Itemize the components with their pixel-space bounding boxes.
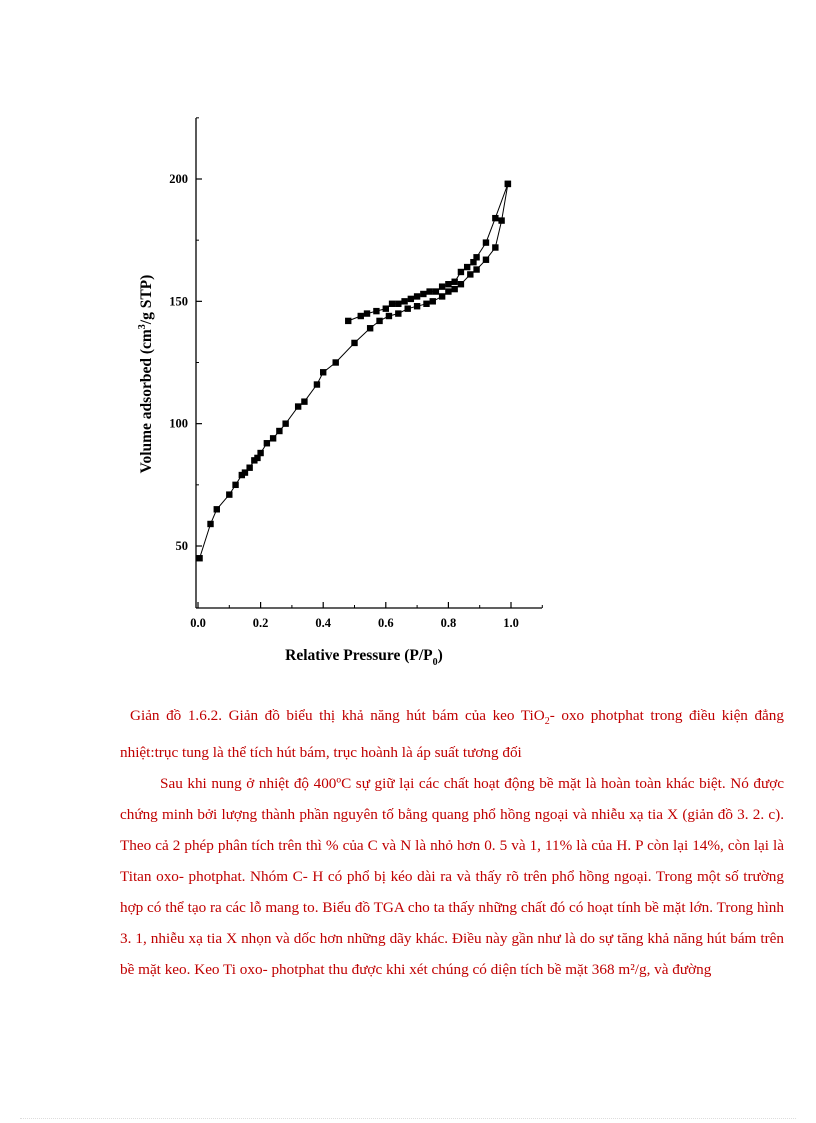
desorption-point [364,310,370,316]
desorption-point [470,259,476,265]
x-tick-label: 1.0 [503,616,519,630]
desorption-point [383,305,389,311]
adsorption-point [320,369,326,375]
adsorption-point [439,293,445,299]
adsorption-point [264,440,270,446]
page-bottom-rule [20,1118,796,1119]
desorption-point [445,281,451,287]
adsorption-point [405,305,411,311]
adsorption-point [367,325,373,331]
x-tick-label: 0.6 [377,616,394,630]
desorption-point [395,301,401,307]
adsorption-point [282,420,288,426]
adsorption-point [207,521,213,527]
desorption-point [414,293,420,299]
adsorption-line [200,184,508,558]
chart-points [196,181,511,562]
desorption-point [373,308,379,314]
desorption-point [505,181,511,187]
adsorption-point [376,318,382,324]
adsorption-point [492,244,498,250]
adsorption-point [295,403,301,409]
adsorption-point [430,298,436,304]
desorption-point [451,279,457,285]
adsorption-point [458,281,464,287]
desorption-point [458,269,464,275]
adsorption-point [395,310,401,316]
y-axis-label: Volume adsorbed ($cm^3/g$ STP) [137,274,155,474]
adsorption-point [246,465,252,471]
body-paragraph: Sau khi nung ở nhiệt độ 400ºC sự giữ lại các chất hoạt động bề mặt là hoàn toàn khác biệt. Nó được chứng minh bởi lượng thành phần nguyên tố bằng quang phổ hồng ngoại và nhiễu xạ tia X (giản đồ 3. 2. c). Theo cả 2 phép phân tích trên thì % của C và N là nhỏ hơn 0. 5 và 1, 11% là của H. P còn lại 14%, còn lại là Titan oxo- photphat. Nhóm C- H có phổ bị kéo dài ra và thấy rõ trên phổ hồng ngoại. Trong một số trường hợp có thể tạo ra các lỗ mang to. Biểu đồ TGA cho ta thấy những chất đó có hoạt tính bề mặt lớn. Trong hình 3. 1, nhiễu xạ tia X nhọn và dốc hơn những dãy khác. Điều này gần như là do sự tăng khả năng hút bám trên bề mặt keo. Keo Ti oxo- photphat thu được khi xét chúng có diện tích bề mặt 368 m²/g, và đường [120,775,784,979]
y-tick-label: 200 [169,172,188,186]
adsorption-point [386,313,392,319]
desorption-point [433,288,439,294]
x-tick-label: 0.2 [252,616,269,630]
y-tick-label: 150 [169,294,188,309]
adsorption-point [483,257,489,263]
desorption-point [401,298,407,304]
adsorption-point [473,266,479,272]
adsorption-point [314,381,320,387]
adsorption-point [423,301,429,307]
adsorption-point [351,340,357,346]
desorption-point [464,264,470,270]
adsorption-point [301,398,307,404]
chart-series-lines [200,184,508,558]
adsorption-point [196,555,202,561]
adsorption-point [451,286,457,292]
x-axis-label: Relative Pressure $(P/P_0)$ [285,647,443,668]
adsorption-point [467,271,473,277]
adsorption-point [232,482,238,488]
y-tick-label: 50 [175,539,188,553]
desorption-point [389,301,395,307]
adsorption-point [226,491,232,497]
adsorption-point [270,435,276,441]
y-tick-label: 100 [169,416,188,431]
adsorption-point [445,288,451,294]
desorption-point [358,313,364,319]
adsorption-point [276,428,282,434]
desorption-point [492,215,498,221]
x-tick-label: 0.0 [190,616,206,630]
x-tick-label: 0.4 [315,616,332,630]
x-tick-label: 0.8 [440,616,457,630]
desorption-point [426,288,432,294]
chart-axes [196,118,542,608]
adsorption-point [414,303,420,309]
figure-caption: Giản đồ 1.6.2. Giản đồ biểu thị khả năng hút bám của keo TiO$_2$- oxo photphat trong điều kiện đẳng nhiệt:trục tung là thể tích hút bám, trục hoành là áp suất tương đối [120,707,784,762]
desorption-point [439,283,445,289]
adsorption-point [333,359,339,365]
text-body [120,700,784,985]
chart-ticks [169,118,542,630]
desorption-line [348,184,508,321]
desorption-point [420,291,426,297]
adsorption-point [214,506,220,512]
desorption-point [345,318,351,324]
adsorption-point [257,450,263,456]
desorption-point [483,239,489,245]
adsorption-point [498,217,504,223]
desorption-point [408,296,414,302]
